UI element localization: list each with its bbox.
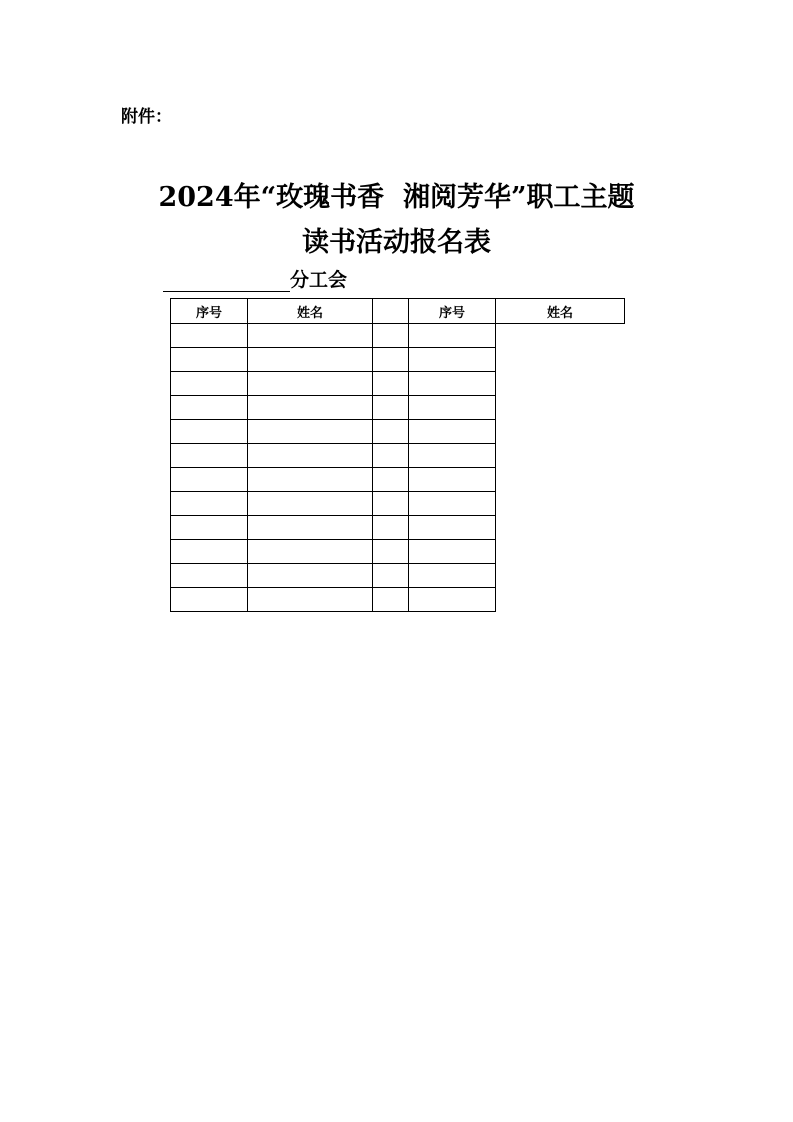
branch-union-label: 分工会 bbox=[290, 269, 348, 291]
cell-serial-right[interactable] bbox=[373, 372, 409, 396]
table-row bbox=[171, 588, 625, 612]
cell-serial-right[interactable] bbox=[373, 420, 409, 444]
cell-name-left[interactable] bbox=[248, 492, 373, 516]
cell-name-left[interactable] bbox=[248, 540, 373, 564]
table-row bbox=[171, 372, 625, 396]
cell-serial-right[interactable] bbox=[373, 444, 409, 468]
cell-serial-right[interactable] bbox=[373, 516, 409, 540]
registration-table bbox=[170, 298, 625, 612]
table-row bbox=[171, 492, 625, 516]
document-title-line-1: 2024年“玫瑰书香 湘阅芳华”职工主题 bbox=[158, 182, 635, 213]
table-body bbox=[171, 324, 625, 612]
attachment-label: 附件： bbox=[121, 107, 172, 127]
cell-serial-left[interactable] bbox=[171, 468, 248, 492]
cell-name-left[interactable] bbox=[248, 420, 373, 444]
cell-name-left[interactable] bbox=[248, 444, 373, 468]
table-row bbox=[171, 468, 625, 492]
cell-serial-left[interactable] bbox=[171, 348, 248, 372]
cell-serial-left[interactable] bbox=[171, 516, 248, 540]
cell-name-left[interactable] bbox=[248, 348, 373, 372]
table-row bbox=[171, 324, 625, 348]
cell-name-left[interactable] bbox=[248, 324, 373, 348]
cell-serial-left[interactable] bbox=[171, 492, 248, 516]
cell-name-right[interactable] bbox=[409, 492, 496, 516]
cell-name-right[interactable] bbox=[409, 324, 496, 348]
branch-union-field bbox=[163, 266, 347, 292]
cell-name-right[interactable] bbox=[409, 516, 496, 540]
table-row bbox=[171, 348, 625, 372]
cell-serial-right[interactable] bbox=[373, 564, 409, 588]
cell-serial-right[interactable] bbox=[373, 468, 409, 492]
cell-name-right[interactable] bbox=[409, 468, 496, 492]
cell-name-left[interactable] bbox=[248, 588, 373, 612]
table-header-row bbox=[171, 299, 625, 324]
cell-name-right[interactable] bbox=[409, 396, 496, 420]
cell-serial-left[interactable] bbox=[171, 444, 248, 468]
cell-name-right[interactable] bbox=[409, 540, 496, 564]
cell-serial-left[interactable] bbox=[171, 420, 248, 444]
cell-serial-left[interactable] bbox=[171, 396, 248, 420]
cell-serial-right[interactable] bbox=[373, 396, 409, 420]
cell-serial-left[interactable] bbox=[171, 540, 248, 564]
cell-serial-left[interactable] bbox=[171, 588, 248, 612]
header-serial-left: 序号 bbox=[171, 299, 248, 324]
header-name-right: 姓名 bbox=[496, 299, 625, 324]
cell-name-right[interactable] bbox=[409, 348, 496, 372]
cell-name-right[interactable] bbox=[409, 372, 496, 396]
table-row bbox=[171, 396, 625, 420]
cell-name-left[interactable] bbox=[248, 468, 373, 492]
cell-name-right[interactable] bbox=[409, 444, 496, 468]
cell-name-left[interactable] bbox=[248, 372, 373, 396]
document-title-line-2: 读书活动报名表 bbox=[302, 227, 491, 258]
cell-serial-right[interactable] bbox=[373, 348, 409, 372]
cell-serial-left[interactable] bbox=[171, 372, 248, 396]
cell-name-left[interactable] bbox=[248, 564, 373, 588]
table-row bbox=[171, 516, 625, 540]
header-serial-right: 序号 bbox=[409, 299, 496, 324]
cell-serial-right[interactable] bbox=[373, 540, 409, 564]
cell-serial-right[interactable] bbox=[373, 492, 409, 516]
cell-serial-left[interactable] bbox=[171, 324, 248, 348]
table-row bbox=[171, 564, 625, 588]
cell-name-left[interactable] bbox=[248, 516, 373, 540]
header-name-left: 姓名 bbox=[248, 299, 373, 324]
cell-serial-right[interactable] bbox=[373, 588, 409, 612]
cell-name-right[interactable] bbox=[409, 588, 496, 612]
cell-name-right[interactable] bbox=[409, 564, 496, 588]
table-row bbox=[171, 420, 625, 444]
cell-name-right[interactable] bbox=[409, 420, 496, 444]
cell-name-left[interactable] bbox=[248, 396, 373, 420]
table-row bbox=[171, 540, 625, 564]
branch-union-blank-line[interactable] bbox=[163, 269, 290, 292]
table-row bbox=[171, 444, 625, 468]
cell-serial-left[interactable] bbox=[171, 564, 248, 588]
table-divider-column bbox=[373, 299, 409, 324]
cell-serial-right[interactable] bbox=[373, 324, 409, 348]
